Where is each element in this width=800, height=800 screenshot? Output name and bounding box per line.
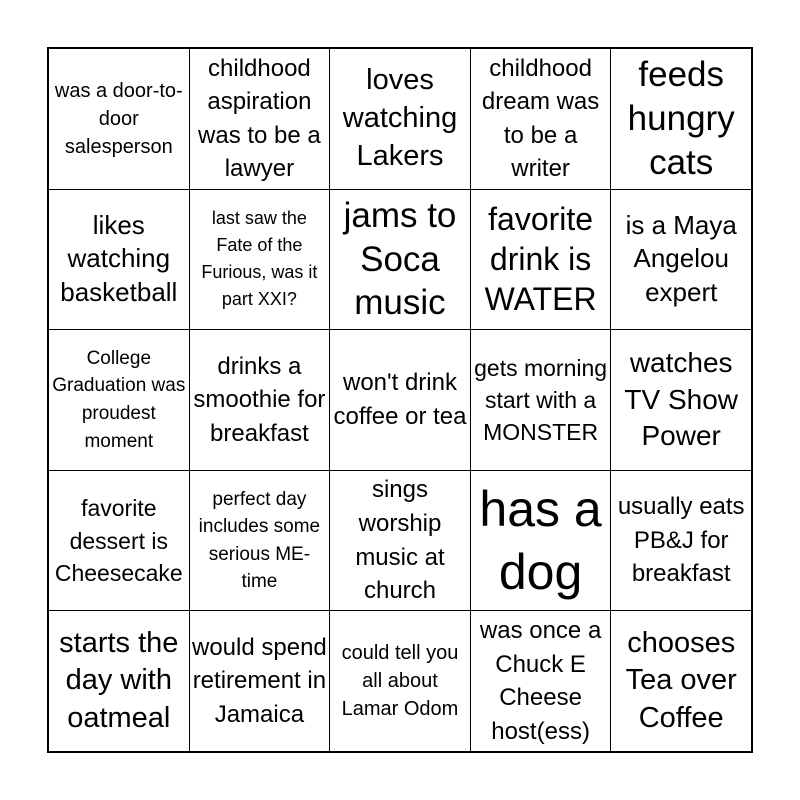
bingo-cell[interactable]: [471, 330, 611, 470]
bingo-cell[interactable]: [471, 190, 611, 330]
bingo-cell-text: loves watching Lakers: [342, 64, 458, 172]
bingo-cell-text: likes watching basketball: [60, 209, 178, 308]
bingo-cell[interactable]: [611, 190, 751, 330]
bingo-cell[interactable]: [49, 190, 189, 330]
bingo-cell[interactable]: [330, 330, 470, 470]
bingo-cell[interactable]: [471, 471, 611, 611]
bingo-cell[interactable]: [190, 471, 330, 611]
bingo-cell[interactable]: [190, 611, 330, 751]
bingo-cell-text: is a Maya Angelou expert: [625, 209, 737, 308]
bingo-cell-text: could tell you all about Lamar Odom: [341, 642, 459, 721]
bingo-cell[interactable]: [611, 49, 751, 189]
bingo-cell-text: sings worship music at church: [355, 476, 445, 605]
bingo-cell-text: drinks a smoothie for breakfast: [193, 352, 326, 447]
bingo-cell[interactable]: [49, 49, 189, 189]
bingo-cell[interactable]: [471, 49, 611, 189]
bingo-cell[interactable]: [330, 471, 470, 611]
bingo-cell-text: starts the day with oatmeal: [59, 626, 179, 735]
bingo-cell[interactable]: [330, 611, 470, 751]
bingo-cell[interactable]: [330, 49, 470, 189]
bingo-cell[interactable]: [49, 471, 189, 611]
bingo-cell[interactable]: [611, 330, 751, 470]
bingo-cell-text: College Graduation was proudest moment: [52, 347, 186, 452]
bingo-cell[interactable]: [611, 471, 751, 611]
bingo-cell-text: childhood dream was to be a writer: [481, 54, 600, 183]
bingo-cell[interactable]: [190, 330, 330, 470]
bingo-cell-text: was once a Chuck E Cheese host(ess): [479, 617, 602, 745]
bingo-cell-text: childhood aspiration was to be a lawyer: [198, 54, 321, 183]
bingo-cell[interactable]: [190, 49, 330, 189]
bingo-cell[interactable]: [330, 190, 470, 330]
bingo-cell[interactable]: [471, 611, 611, 751]
bingo-cell-text: usually eats PB&J for breakfast: [617, 493, 745, 588]
bingo-cell-text: last saw the Fate of the Furious, was it part XXI?: [201, 208, 318, 310]
bingo-cell-text: watches TV Show Power: [624, 347, 738, 452]
bingo-cell[interactable]: [611, 611, 751, 751]
bingo-cell[interactable]: [49, 611, 189, 751]
bingo-cell-text: gets morning start with a MONSTER: [474, 354, 608, 446]
bingo-cell-text: chooses Tea over Coffee: [625, 626, 737, 735]
bingo-cell-text: has a dog: [479, 481, 602, 600]
bingo-cell-text: would spend retirement in Jamaica: [192, 633, 327, 728]
bingo-cell-text: was a door-to-door salesperson: [54, 79, 183, 158]
bingo-cell[interactable]: [49, 330, 189, 470]
bingo-cell-text: favorite drink is WATER: [484, 201, 597, 318]
bingo-cell-text: favorite dessert is Cheesecake: [54, 495, 183, 586]
bingo-cell[interactable]: [190, 190, 330, 330]
bingo-cell-text: jams to Soca music: [343, 195, 457, 323]
bingo-cell-text: feeds hungry cats: [627, 55, 735, 182]
bingo-board: [47, 47, 753, 753]
bingo-cell-text: won't drink coffee or tea: [333, 369, 467, 430]
bingo-cell-text: perfect day includes some serious ME-time: [198, 488, 321, 593]
